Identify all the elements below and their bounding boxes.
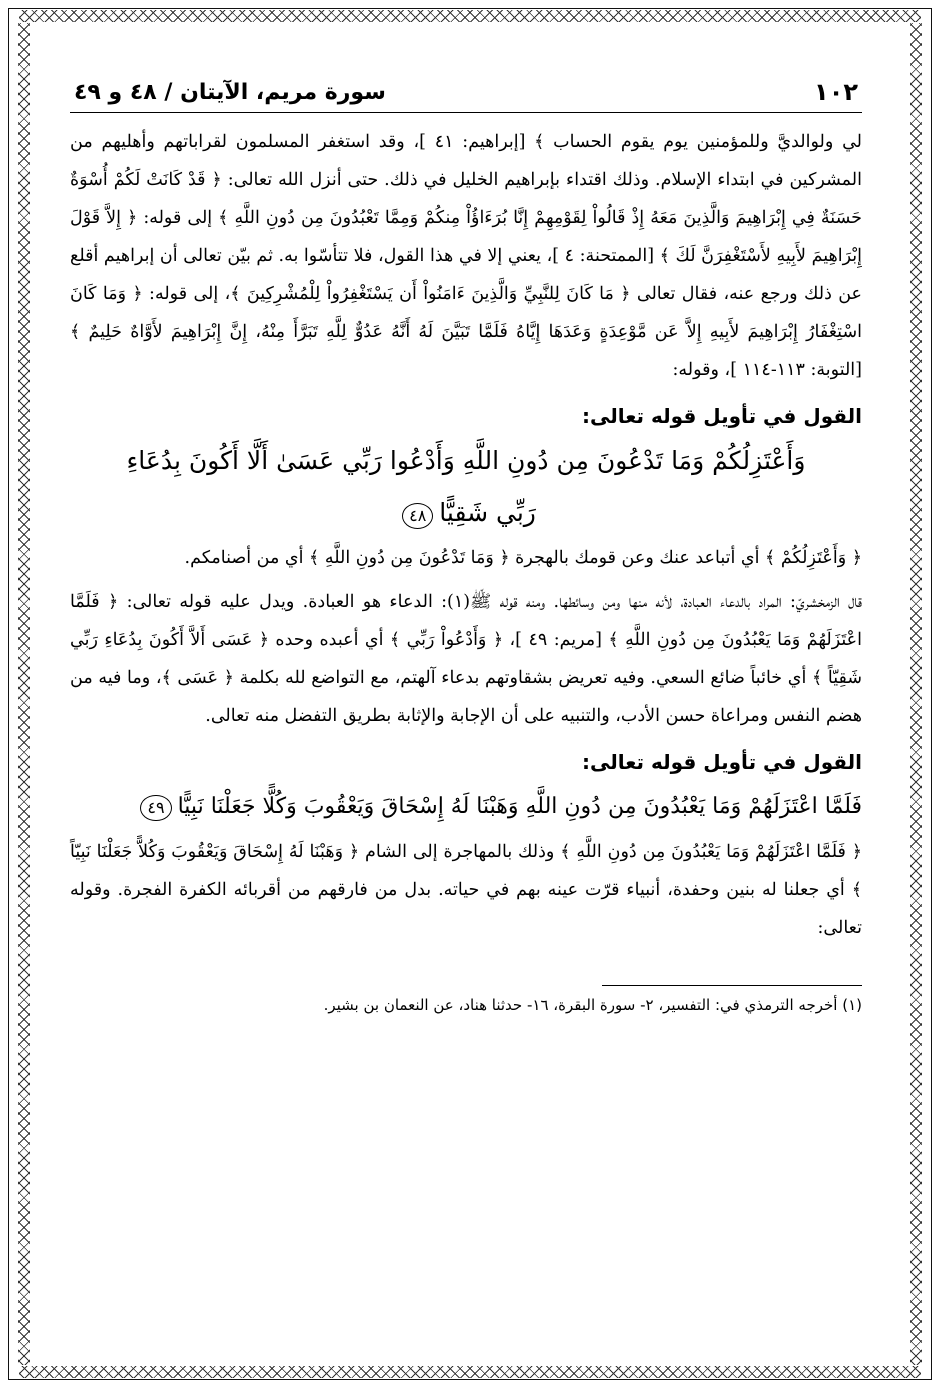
verse-48-line1: وَأَعْتَزِلُكُمْ وَمَا تَدْعُونَ مِن دُونِ اللَّهِ وَأَدْعُوا رَبِّي عَسَىٰ أَلَّا أَكُونَ بِدُعَاءِ	[126, 446, 806, 475]
verse-49	[70, 781, 862, 833]
page-number: ١٠٢	[814, 78, 858, 106]
section3-heading: القول في تأويل قوله تعالى:	[582, 750, 862, 774]
section2-paragraph2: قال الزمخشريّ: المراد بالدعاء العبادة، لأنه منها ومن وسائطها. ومنه قوله ﷺ(١): الدعاء هو العبادة. ويدل عليه قوله تعالى: ﴿ فَلَمَّا اعْتَزَلَهُمْ وَمَا يَعْبُدُونَ مِن دُونِ اللَّهِ ﴾ [مريم: ٤٩ ]، ﴿ وَأَدْعُواْ رَبِّي ﴾ أي أعبده وحده ﴿ عَسَى أَلاَّ أَكُونَ بِدُعَاءِ رَبِّي شَقِيّاً ﴾ أي خائباً ضائع السعي. وفيه تعريض بشقاوتهم بدعاء آلهتم، مع التواضع لله بكلمة ﴿ عَسَى ﴾، وما فيه من هضم النفس ومراعاة حسن الأدب، والتنبيه على أن الإجابة والإثابة بطريق التفضل منه تعالى.	[70, 592, 863, 726]
border-right-ornament	[910, 23, 922, 1365]
page-header	[70, 72, 862, 113]
verse-48-line2	[70, 487, 862, 539]
border-top-ornament	[19, 10, 921, 22]
verse-number-49: ٤٩	[140, 795, 171, 821]
section2-paragraph1: ﴿ وَأَعْتَزِلُكُمْ ﴾ أي أتباعد عنك وعن قومك بالهجرة ﴿ وَمَا تَدْعُونَ مِن دُونِ اللَّهِ ﴾ أي من أصنامكم.	[184, 548, 862, 568]
border-bottom-ornament	[19, 1366, 921, 1378]
section1-paragraph: لي ولوالديَّ وللمؤمنين يوم يقوم الحساب ﴾ [إبراهيم: ٤١ ]، وقد استغفر المسلمون لقراباتهم وأهليهم من المشركين في ابتداء الإسلام. وذلك اقتداء بإبراهيم الخليل في ذلك. حتى أنزل الله تعالى: ﴿ قَدْ كَانَتْ لَكُمْ أُسْوَةٌ حَسَنَةٌ فِي إِبْرَاهِيمَ وَالَّذِينَ مَعَهُ إِذْ قَالُواْ لِقَوْمِهِمْ إِنَّا بُرَءَاؤُاْ مِنكُمْ وَمِمَّا تَعْبُدُونَ مِن دُونِ اللَّهِ ﴾ إلى قوله: ﴿ إِلاَّ قَوْلَ إِبْرَاهِيمَ لأَبِيهِ لأَسْتَغْفِرَنَّ لَكَ ﴾ [الممتحنة: ٤ ]، يعني إلا في هذا القول، فلا تتأسّوا به. ثم بيّن تعالى أن إبراهيم أقلع عن ذلك ورجع عنه، فقال تعالى ﴿ مَا كَانَ لِلنَّبِيِّ وَالَّذِينَ ءَامَنُواْ أَن يَسْتَغْفِرُواْ لِلْمُشْرِكِينَ ﴾، إلى قوله: ﴿ وَمَا كَانَ اسْتِغْفَارُ إِبْرَاهِيمَ لأَبِيهِ إِلاَّ عَن مَّوْعِدَةٍ وَعَدَهَا إِيَّاهُ فَلَمَّا تَبَيَّنَ لَهُ أَنَّهُ عَدُوٌّ لِلَّهِ تَبَرَّأَ مِنْهُ، إِنَّ إِبْرَاهِيمَ لأَوَّاهٌ حَلِيمٌ ﴾ [التوبة: ١١٣-١١٤ ]، وقوله:	[70, 132, 862, 380]
section2-heading: القول في تأويل قوله تعالى:	[582, 404, 862, 428]
section3-paragraph: ﴿ فَلَمَّا اعْتَزَلَهُمْ وَمَا يَعْبُدُونَ مِن دُونِ اللَّهِ ﴾ وذلك بالمهاجرة إلى الشام ﴿ وَهَبْنَا لَهُ إِسْحَاقَ وَيَعْقُوبَ وَكُلاًّ جَعَلْنَا نَبِيّاً ﴾ أي جعلنا له بنين وحفدة، أنبياء قرّت عينه بهم في حياته. بدل من فارقهم من أقربائه الكفرة الفجرة. وقوله تعالى:	[70, 842, 862, 938]
footnote: (١) أخرجه الترمذي في: التفسير، ٢- سورة البقرة، ١٦- حدثنا هناد، عن النعمان بن بشير.	[323, 996, 862, 1014]
footnote-separator	[602, 985, 862, 986]
verse-48-text: رَبِّي شَقِيًّا	[439, 498, 536, 527]
verse-49-text: فَلَمَّا اعْتَزَلَهُمْ وَمَا يَعْبُدُونَ مِن دُونِ اللَّهِ وَهَبْنَا لَهُ إِسْحَاقَ وَيَعْقُوبَ وَكُلًّا جَعَلْنَا نَبِيًّا	[177, 794, 862, 819]
page-content	[70, 72, 862, 1018]
border-left-ornament	[18, 23, 30, 1365]
verse-number-48: ٤٨	[402, 503, 433, 529]
running-title: سورة مريم، الآيتان / ٤٨ و ٤٩	[74, 79, 386, 105]
